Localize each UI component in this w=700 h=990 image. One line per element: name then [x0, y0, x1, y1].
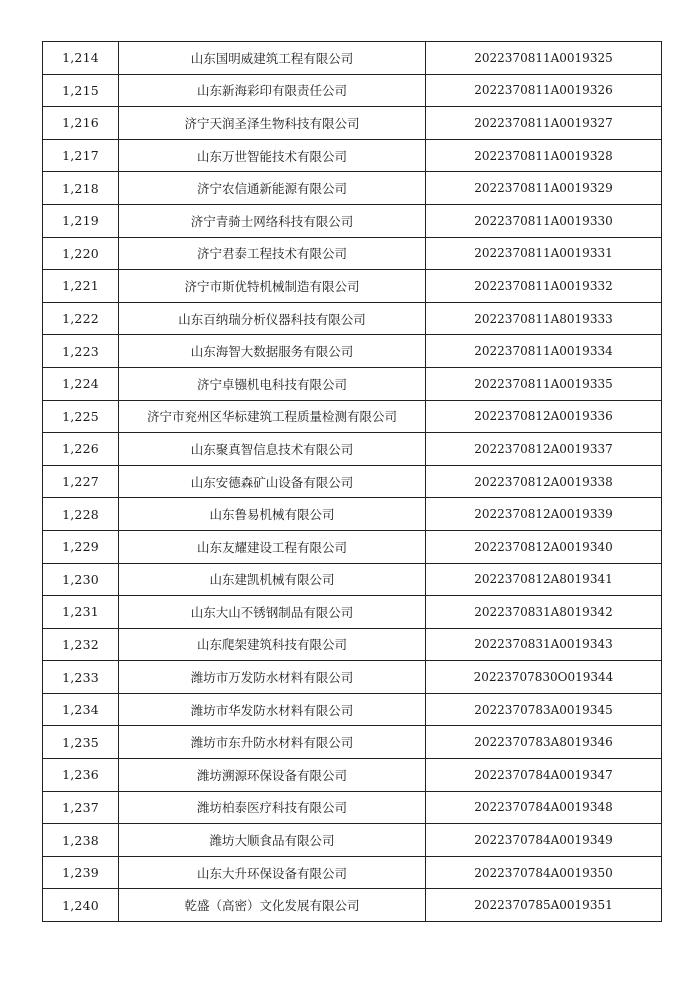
registration-code-cell: 2022370812A0019339	[426, 498, 662, 531]
registration-code-cell: 2022370811A0019330	[426, 204, 662, 237]
table-row	[43, 563, 662, 596]
row-index-cell: 1,223	[43, 335, 119, 368]
table-row	[43, 302, 662, 335]
row-index-cell: 1,221	[43, 270, 119, 303]
registration-code-cell: 2022370831A8019342	[426, 596, 662, 629]
table-row	[43, 856, 662, 889]
registration-code-cell: 2022370831A0019343	[426, 628, 662, 661]
table-row	[43, 628, 662, 661]
row-index-cell: 1,225	[43, 400, 119, 433]
row-index-cell: 1,227	[43, 465, 119, 498]
company-name-cell: 济宁农信通新能源有限公司	[119, 172, 426, 205]
row-index-cell: 1,218	[43, 172, 119, 205]
table-row	[43, 74, 662, 107]
table-row	[43, 139, 662, 172]
registration-code-cell: 2022370783A8019346	[426, 726, 662, 759]
table-row	[43, 693, 662, 726]
table-row	[43, 107, 662, 140]
registration-code-cell: 2022370812A0019338	[426, 465, 662, 498]
company-table	[42, 41, 662, 922]
row-index-cell: 1,237	[43, 791, 119, 824]
row-index-cell: 1,230	[43, 563, 119, 596]
company-name-cell: 山东新海彩印有限责任公司	[119, 74, 426, 107]
company-name-cell: 潍坊溯源环保设备有限公司	[119, 759, 426, 792]
registration-code-cell: 2022370811A0019328	[426, 139, 662, 172]
row-index-cell: 1,239	[43, 856, 119, 889]
company-name-cell: 山东万世智能技术有限公司	[119, 139, 426, 172]
table-row	[43, 172, 662, 205]
company-name-cell: 济宁青骑士网络科技有限公司	[119, 204, 426, 237]
registration-code-cell: 2022370784A0019349	[426, 824, 662, 857]
table-row	[43, 237, 662, 270]
table-row	[43, 42, 662, 75]
company-name-cell: 济宁市兖州区华标建筑工程质量检测有限公司	[119, 400, 426, 433]
registration-code-cell: 2022370783A0019345	[426, 693, 662, 726]
company-name-cell: 乾盛（高密）文化发展有限公司	[119, 889, 426, 922]
company-name-cell: 山东安德森矿山设备有限公司	[119, 465, 426, 498]
company-name-cell: 山东建凯机械有限公司	[119, 563, 426, 596]
row-index-cell: 1,232	[43, 628, 119, 661]
registration-code-cell: 2022370811A0019334	[426, 335, 662, 368]
company-name-cell: 潍坊市万发防水材料有限公司	[119, 661, 426, 694]
table-row	[43, 270, 662, 303]
company-name-cell: 山东爬架建筑科技有限公司	[119, 628, 426, 661]
table-row	[43, 661, 662, 694]
company-name-cell: 山东大升环保设备有限公司	[119, 856, 426, 889]
registration-code-cell: 20223707830O019344	[426, 661, 662, 694]
registration-code-cell: 2022370812A0019336	[426, 400, 662, 433]
row-index-cell: 1,240	[43, 889, 119, 922]
company-name-cell: 济宁市斯优特机械制造有限公司	[119, 270, 426, 303]
registration-code-cell: 2022370811A0019327	[426, 107, 662, 140]
row-index-cell: 1,214	[43, 42, 119, 75]
registration-code-cell: 2022370784A0019348	[426, 791, 662, 824]
registration-code-cell: 2022370784A0019347	[426, 759, 662, 792]
company-name-cell: 济宁君泰工程技术有限公司	[119, 237, 426, 270]
row-index-cell: 1,217	[43, 139, 119, 172]
row-index-cell: 1,235	[43, 726, 119, 759]
registration-code-cell: 2022370812A0019337	[426, 433, 662, 466]
company-name-cell: 山东聚真智信息技术有限公司	[119, 433, 426, 466]
company-name-cell: 山东鲁易机械有限公司	[119, 498, 426, 531]
table-row	[43, 433, 662, 466]
row-index-cell: 1,216	[43, 107, 119, 140]
registration-code-cell: 2022370811A0019325	[426, 42, 662, 75]
company-name-cell: 山东友耀建设工程有限公司	[119, 530, 426, 563]
row-index-cell: 1,234	[43, 693, 119, 726]
row-index-cell: 1,224	[43, 367, 119, 400]
row-index-cell: 1,220	[43, 237, 119, 270]
row-index-cell: 1,231	[43, 596, 119, 629]
table-row	[43, 400, 662, 433]
row-index-cell: 1,219	[43, 204, 119, 237]
table-row	[43, 759, 662, 792]
row-index-cell: 1,236	[43, 759, 119, 792]
registration-code-cell: 2022370812A0019340	[426, 530, 662, 563]
table-row	[43, 204, 662, 237]
company-name-cell: 潍坊市华发防水材料有限公司	[119, 693, 426, 726]
company-name-cell: 潍坊柏泰医疗科技有限公司	[119, 791, 426, 824]
row-index-cell: 1,233	[43, 661, 119, 694]
table-row	[43, 791, 662, 824]
registration-code-cell: 2022370812A8019341	[426, 563, 662, 596]
company-name-cell: 山东海智大数据服务有限公司	[119, 335, 426, 368]
company-name-cell: 潍坊大顺食品有限公司	[119, 824, 426, 857]
table-row	[43, 726, 662, 759]
registration-code-cell: 2022370785A0019351	[426, 889, 662, 922]
row-index-cell: 1,226	[43, 433, 119, 466]
company-table-body	[43, 42, 662, 922]
table-row	[43, 596, 662, 629]
company-name-cell: 山东国明威建筑工程有限公司	[119, 42, 426, 75]
row-index-cell: 1,238	[43, 824, 119, 857]
registration-code-cell: 2022370811A0019326	[426, 74, 662, 107]
company-name-cell: 山东大山不锈钢制品有限公司	[119, 596, 426, 629]
registration-code-cell: 2022370811A0019335	[426, 367, 662, 400]
company-name-cell: 山东百纳瑞分析仪器科技有限公司	[119, 302, 426, 335]
table-row	[43, 530, 662, 563]
row-index-cell: 1,229	[43, 530, 119, 563]
row-index-cell: 1,222	[43, 302, 119, 335]
company-name-cell: 济宁天润圣泽生物科技有限公司	[119, 107, 426, 140]
registration-code-cell: 2022370784A0019350	[426, 856, 662, 889]
company-name-cell: 济宁卓镪机电科技有限公司	[119, 367, 426, 400]
table-row	[43, 465, 662, 498]
row-index-cell: 1,215	[43, 74, 119, 107]
table-row	[43, 335, 662, 368]
registration-code-cell: 2022370811A0019331	[426, 237, 662, 270]
table-row	[43, 498, 662, 531]
table-row	[43, 367, 662, 400]
company-name-cell: 潍坊市东升防水材料有限公司	[119, 726, 426, 759]
row-index-cell: 1,228	[43, 498, 119, 531]
registration-code-cell: 2022370811A8019333	[426, 302, 662, 335]
table-row	[43, 824, 662, 857]
table-row	[43, 889, 662, 922]
registration-code-cell: 2022370811A0019329	[426, 172, 662, 205]
registration-code-cell: 2022370811A0019332	[426, 270, 662, 303]
